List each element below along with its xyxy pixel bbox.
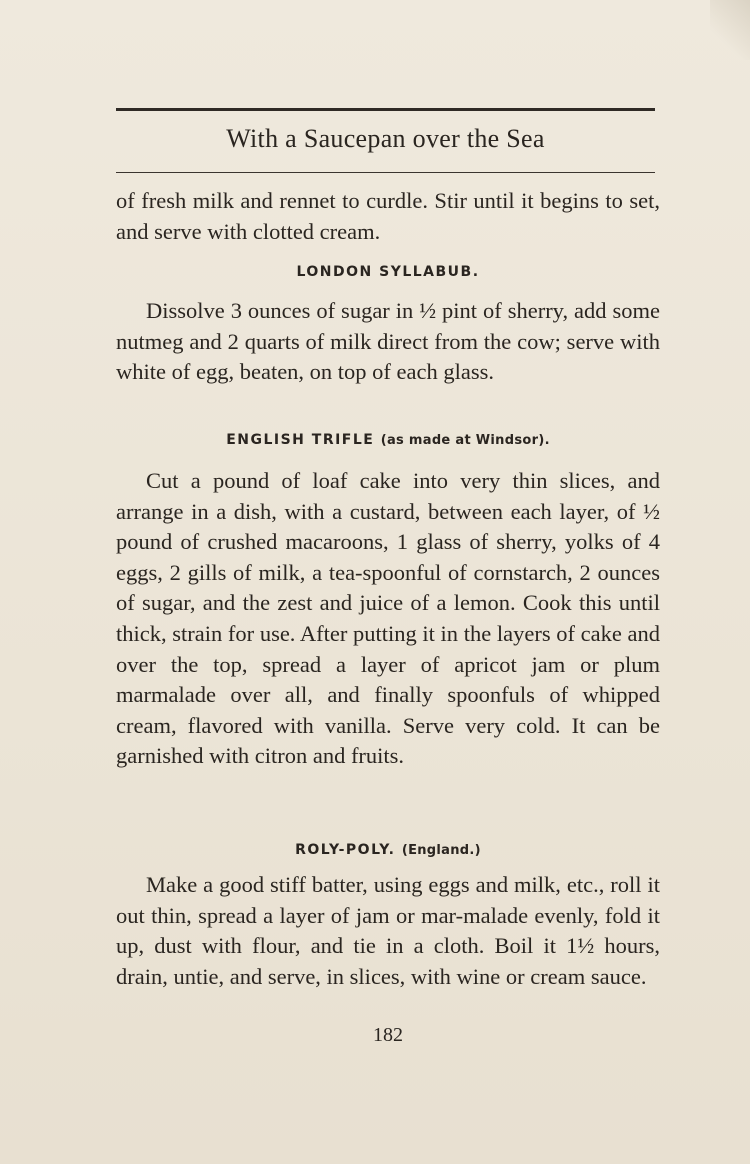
recipe-body-london-syllabub [116, 296, 660, 388]
recipe-title: LONDON SYLLABUB. [296, 264, 480, 280]
continuation-paragraph [116, 186, 660, 247]
header-rule-top [116, 108, 655, 111]
page-number: 182 [373, 1024, 403, 1046]
recipe-text: Dissolve 3 ounces of sugar in ½ pint of sherry, add some nutmeg and 2 quarts of milk direct from the cow; serve with white of egg, beaten, on top of each glass. [116, 298, 660, 385]
recipe-heading-english-trifle [116, 432, 660, 448]
recipe-heading-london-syllabub [116, 264, 660, 280]
recipe-heading-roly-poly [116, 842, 660, 858]
recipe-title: ENGLISH TRIFLE [226, 432, 375, 448]
recipe-text: Cut a pound of loaf cake into very thin slices, and arrange in a dish, with a custard, between each layer, of ½ pound of crushed macaroons, 1 glass of sherry, yolks of 4 eggs, 2 gills of milk, a tea-spoonful of cornstarch, 2 ounces of sugar, and the zest and juice of a lemon. Cook this until thick, strain for use. After putting it in the layers of cake and over the top, spread a layer of apricot jam or plum marmalade over all, and finally spoonfuls of whipped cream, flavored with vanilla. Serve very cold. It can be garnished with citron and fruits. [116, 468, 660, 769]
continuation-text: of fresh milk and rennet to curdle. Stir until it begins to set, and serve with clotted cream. [116, 188, 660, 244]
header-rule-bottom [116, 172, 655, 173]
recipe-text: Make a good stiff batter, using eggs and milk, etc., roll it out thin, spread a layer of jam or mar-malade evenly, fold it up, dust with flour, and tie in a cloth. Boil it 1½ hours, drain, untie, and serve, in slices, with wine or cream sauce. [116, 872, 660, 989]
recipe-subtitle: (as made at Windsor). [380, 433, 550, 448]
running-head: With a Saucepan over the Sea [226, 124, 545, 153]
recipe-subtitle: (England.) [401, 843, 481, 858]
recipe-title: ROLY-POLY. [295, 842, 396, 858]
recipe-body-english-trifle [116, 466, 660, 772]
page-corner-shadow [710, 0, 750, 60]
recipe-body-roly-poly [116, 870, 660, 992]
